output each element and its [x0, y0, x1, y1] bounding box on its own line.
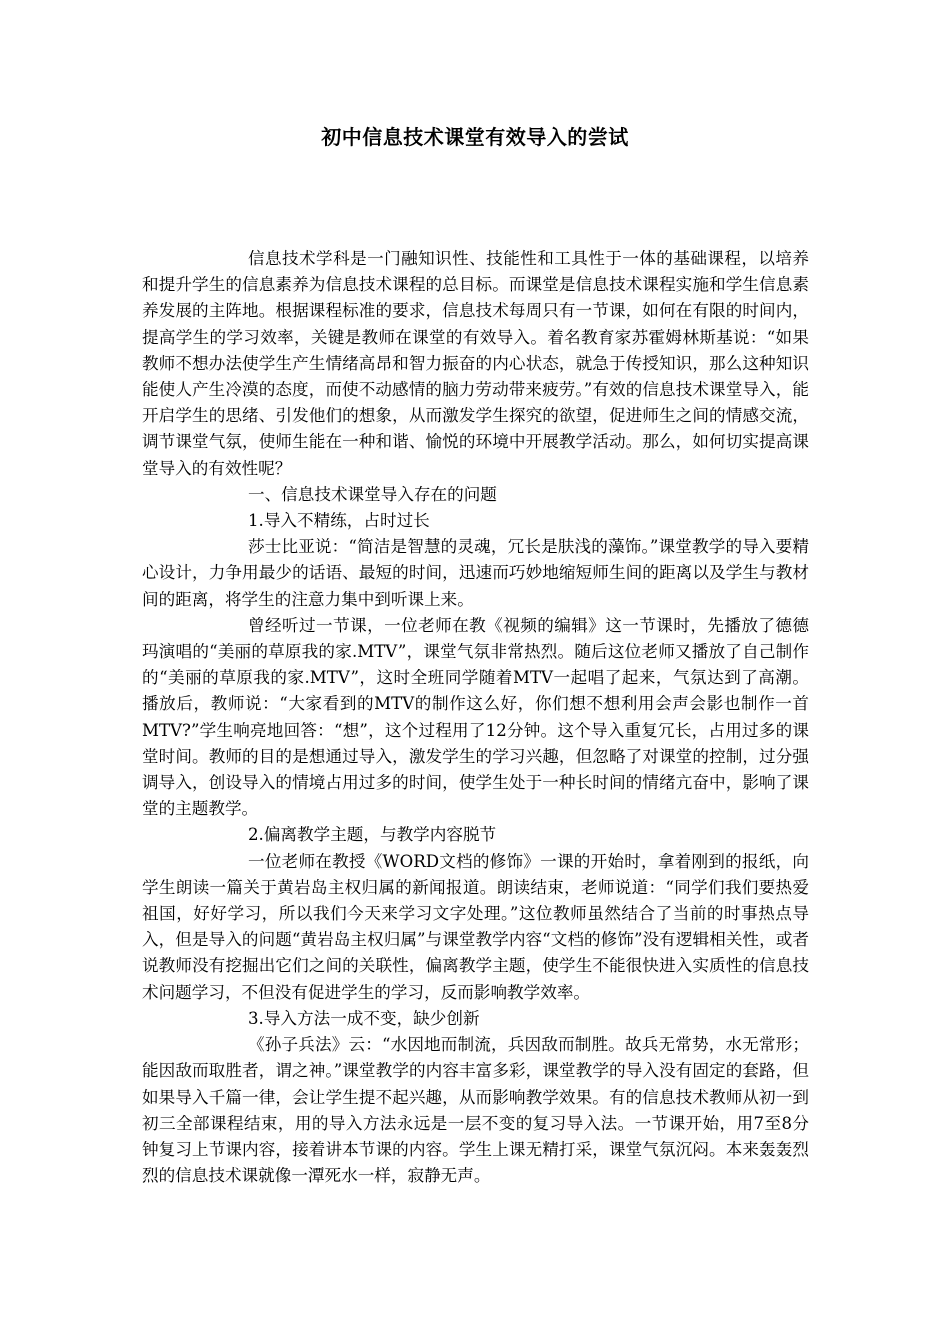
paragraph-1a: 莎士比亚说：“简洁是智慧的灵魂，冗长是肤浅的藻饰。”课堂教学的导入要精心设计，力争用最少的话语、最短的时间，迅速而巧妙地缩短师生间的距离以及学生与教材间的距离，将学生的注意力集中到听课上来。: [142, 537, 809, 609]
section-heading-problems: 一、信息技术课堂导入存在的问题: [248, 484, 497, 504]
document-title: 初中信息技术课堂有效导入的尝试: [321, 125, 629, 149]
paragraph-2: 一位老师在教授《WORD文档的修饰》一课的开始时，拿着刚到的报纸，向学生朗读一篇关于黄岩岛主权归属的新闻报道。朗读结束，老师说道：“同学们我们要热爱祖国，好好学习，所以我们今天来学习文字处理。”这位教师虽然结合了当前的时事热点导入，但是导入的问题“黄岩岛主权归属”与课堂教学内容“文档的修饰”没有逻辑相关性，或者说教师没有挖掘出它们之间的关联性，偏离教学主题，使学生不能很快进入实质性的信息技术问题学习，不但没有促进学生的学习，反而影响教学效率。: [142, 851, 809, 1002]
paragraph-intro: 信息技术学科是一门融知识性、技能性和工具性于一体的基础课程，以培养和提升学生的信息素养为信息技术课程的总目标。而课堂是信息技术课程实施和学生信息素养发展的主阵地。根据课程标准的要求，信息技术每周只有一节课，如何在有限的时间内，提高学生的学习效率，关键是教师在课堂的有效导入。着名教育家苏霍姆林斯基说：“如果教师不想办法使学生产生情绪高昂和智力振奋的内心状态，就急于传授知识，那么这种知识能使人产生冷漠的态度，而使不动感情的脑力劳动带来疲劳。”有效的信息技术课堂导入，能开启学生的思绪、引发他们的想象，从而激发学生探究的欲望，促进师生之间的情感交流，调节课堂气氛，使师生能在一种和谐、愉悦的环境中开展教学活动。那么，如何切实提高课堂导入的有效性呢？: [142, 249, 809, 478]
subheading-3: 3.导入方法一成不变，缺少创新: [248, 1008, 480, 1028]
paragraph-1b: 曾经听过一节课，一位老师在教《视频的编辑》这一节课时，先播放了德德玛演唱的“美丽的草原我的家.MTV”，课堂气氛非常热烈。随后这位老师又播放了自己制作的“美丽的草原我的家.MTV”，这时全班同学随着MTV一起唱了起来，气氛达到了高潮。播放后，教师说：“大家看到的MTV的制作这么好，你们想不想利用会声会影也制作一首MTV?”学生响亮地回答：“想”，这个过程用了12分钟。这个导入重复冗长，占用过多的课堂时间。教师的目的是想通过导入，激发学生的学习兴趣，但忽略了对课堂的控制，过分强调导入，创设导入的情境占用过多的时间，使学生处于一种长时间的情绪亢奋中，影响了课堂的主题教学。: [142, 615, 809, 819]
subheading-2: 2.偏离教学主题，与教学内容脱节: [248, 825, 497, 845]
paragraph-3: 《孙子兵法》云：“水因地而制流，兵因敌而制胜。故兵无常势，水无常形；能因敌而取胜者，谓之神。”课堂教学的内容丰富多彩，课堂教学的导入没有固定的套路，但如果导入千篇一律，会让学生提不起兴趣，从而影响教学效果。有的信息技术教师从初一到初三全部课程结束，用的导入方法永远是一层不变的复习导入法。一节课开始，用7至8分钟复习上节课内容，接着讲本节课的内容。学生上课无精打采，课堂气氛沉闷。本来轰轰烈烈的信息技术课就像一潭死水一样，寂静无声。: [142, 1035, 809, 1186]
subheading-1: 1.导入不精练，占时过长: [248, 511, 430, 531]
document-body: [142, 246, 809, 1189]
